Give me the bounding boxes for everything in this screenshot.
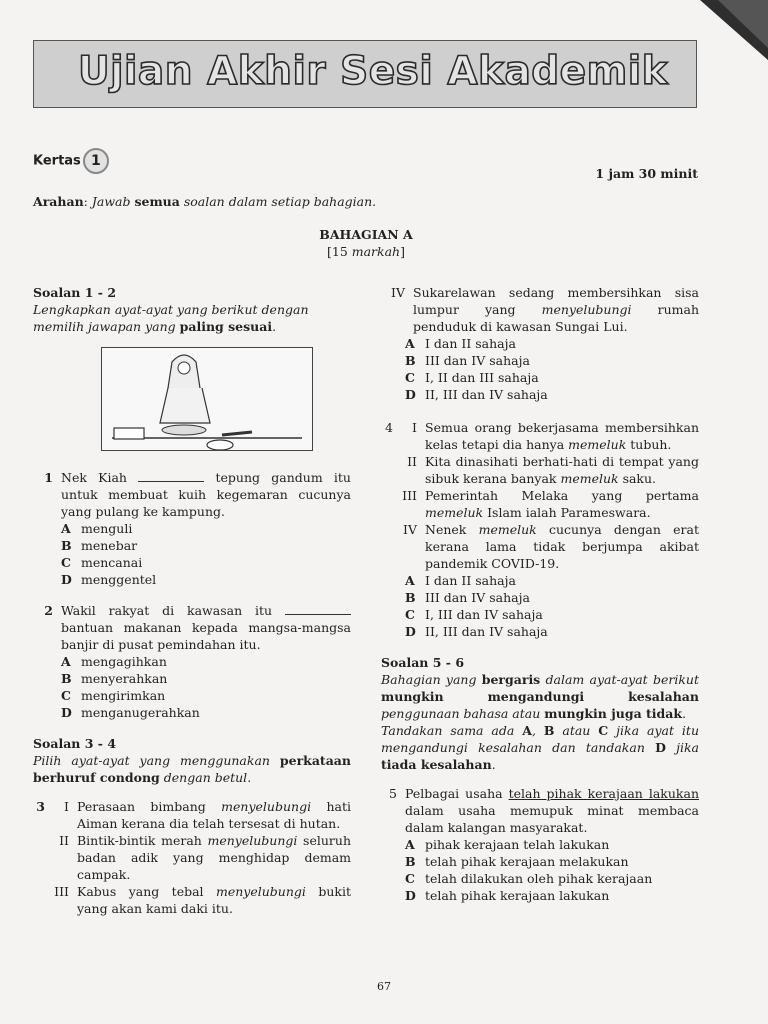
instr-bold: paling sesuai: [179, 319, 273, 334]
statement: [393, 487, 699, 521]
option-letter: B: [405, 854, 416, 869]
option-text: telah pihak kerajaan melakukan: [425, 854, 629, 869]
option[interactable]: [61, 520, 351, 537]
question-number: 1: [44, 470, 53, 485]
question-text-end: dalam usaha memupuk minat membaca dalam kalangan masyarakat.: [405, 803, 699, 835]
instructions-bold: semua: [134, 194, 180, 209]
statement: [45, 883, 351, 917]
answer-blank: [138, 469, 204, 482]
option-text: menganugerahkan: [81, 705, 200, 720]
option-letter: D: [405, 888, 416, 903]
questions-3-4-instructions: [33, 752, 351, 786]
question-number: 5: [389, 786, 397, 801]
statement: [45, 832, 351, 883]
option-letter: B: [61, 671, 72, 686]
statement-text-end: bukit yang akan kami daki itu.: [77, 884, 351, 916]
option-text: I dan II sahaja: [425, 336, 516, 351]
statement: [393, 419, 699, 453]
instr-bold: mungkin mengandungi kesalahan: [381, 689, 699, 704]
option[interactable]: [405, 352, 699, 369]
statement-text-end: rumah penduduk di kawasan Sungai Lui.: [413, 302, 699, 334]
instr-italic: jika ayat itu mengandungi kesalahan dan tandakan: [381, 723, 699, 755]
instr-end: .: [682, 706, 687, 721]
instr-bold: perkataan berhuruf condong: [33, 753, 351, 785]
statement-keyword: memeluk: [425, 505, 484, 520]
option[interactable]: [61, 653, 351, 670]
questions-5-6-instructions: [381, 671, 699, 722]
option-text: menggentel: [81, 572, 157, 587]
statement-keyword: memeluk: [560, 471, 619, 486]
option-letter: A: [61, 654, 71, 669]
option-letter: D: [405, 624, 416, 639]
section-heading: [296, 226, 436, 260]
option[interactable]: [405, 606, 699, 623]
statement: [393, 521, 699, 572]
question-1: [33, 469, 351, 588]
instr-bold: D: [655, 740, 666, 755]
option-text: I dan II sahaja: [425, 573, 516, 588]
instr-end: .: [247, 770, 252, 785]
option-letter: B: [61, 538, 72, 553]
instr-end: .: [272, 319, 277, 334]
option[interactable]: [61, 554, 351, 571]
option-text: menyerahkan: [81, 671, 168, 686]
instr-italic: Pilih ayat-ayat yang menggunakan: [33, 753, 280, 768]
statement-keyword: memeluk: [478, 522, 537, 537]
instr-italic: penggunaan bahasa atau: [381, 706, 545, 721]
page-title: Ujian Akhir Sesi Akademik: [78, 49, 669, 94]
illustration-woman-kneading-dough: [101, 347, 313, 451]
option[interactable]: [405, 572, 699, 589]
marks-pre: [15: [326, 244, 352, 259]
duration: 1 jam 30 minit: [595, 166, 698, 181]
option-letter: C: [61, 555, 71, 570]
option-letter: A: [405, 573, 415, 588]
paper-number-badge: 1: [83, 148, 109, 174]
statement-numeral: IV: [391, 285, 405, 300]
option-letter: D: [61, 705, 72, 720]
question-5: [381, 785, 699, 904]
statement-text: Bintik-bintik merah: [77, 833, 208, 848]
statement-numeral: III: [54, 884, 69, 899]
statement-numeral: III: [402, 488, 417, 503]
question-4: [381, 419, 699, 640]
section-marks: [296, 243, 436, 260]
statement-numeral: II: [407, 454, 417, 469]
option-letter: A: [61, 521, 71, 536]
option-text: mencanai: [81, 555, 143, 570]
question-text: Pelbagai usaha: [405, 786, 509, 801]
option[interactable]: [405, 853, 699, 870]
questions-1-2-title: Soalan 1 - 2: [33, 285, 117, 300]
option-letter: B: [405, 353, 416, 368]
title-banner: [33, 40, 697, 108]
statement-text-end: seluruh badan adik yang menghidap demam campak.: [77, 833, 351, 882]
option[interactable]: [405, 369, 699, 386]
option-text: II, III dan IV sahaja: [425, 624, 548, 639]
instr-bold: tiada kesalahan: [381, 757, 492, 772]
option-letter: C: [405, 871, 415, 886]
instr-italic: ,: [531, 723, 544, 738]
option-text: telah pihak kerajaan lakukan: [425, 888, 610, 903]
instr-italic: Lengkapkan ayat-ayat yang berikut dengan memilih jawapan yang: [33, 302, 309, 334]
statement: [381, 284, 699, 335]
option[interactable]: [405, 870, 699, 887]
statement: [45, 798, 351, 832]
statement-text: Nenek: [425, 522, 479, 537]
left-column: [33, 284, 351, 917]
option-text: mengagihkan: [81, 654, 167, 669]
instr-bold: mungkin juga tidak: [544, 706, 683, 721]
option-text: III dan IV sahaja: [425, 353, 530, 368]
statement-numeral: II: [59, 833, 69, 848]
option-text: II, III dan IV sahaja: [425, 387, 548, 402]
questions-3-4-title: Soalan 3 - 4: [33, 736, 117, 751]
option-text: III dan IV sahaja: [425, 590, 530, 605]
question-text: Wakil rakyat di kawasan itu: [61, 603, 273, 618]
questions-5-6-instructions-2: [381, 722, 699, 773]
questions-5-6-title: Soalan 5 - 6: [381, 655, 465, 670]
option-text: pihak kerajaan telah lakukan: [425, 837, 610, 852]
option[interactable]: [405, 386, 699, 403]
question-4-options: [393, 572, 699, 640]
instr-bold: bergaris: [481, 672, 541, 687]
statement-numeral: I: [412, 420, 417, 435]
option-letter: C: [61, 688, 71, 703]
option[interactable]: [61, 571, 351, 588]
instr-bold: B: [543, 723, 555, 738]
instr-bold: C: [598, 723, 609, 738]
question-2: [33, 602, 351, 721]
statement: [393, 453, 699, 487]
questions-1-2-instructions: [33, 301, 351, 335]
statement-numeral: IV: [403, 522, 417, 537]
statement-text: Sukarelawan sedang membersihkan sisa lumpur yang: [413, 285, 699, 317]
option[interactable]: [405, 589, 699, 606]
answer-blank: [285, 602, 351, 615]
question-3-options: [381, 335, 699, 403]
option[interactable]: [405, 836, 699, 853]
statement-keyword: menyelubungi: [207, 833, 298, 848]
option-letter: D: [61, 572, 72, 587]
question-text-end: tepung gandum itu untuk membuat kuih kegemaran cucunya yang pulang ke kampung.: [61, 470, 351, 519]
option-text: I, III dan IV sahaja: [425, 607, 543, 622]
option[interactable]: [61, 704, 351, 721]
option[interactable]: [61, 537, 351, 554]
instructions: Arahan: Jawab semua soalan dalam setiap bahagian.: [33, 194, 377, 209]
question-3: [33, 798, 351, 917]
option[interactable]: [405, 887, 699, 904]
instr-italic: atau: [554, 723, 599, 738]
section-title: BAHAGIAN A: [319, 227, 413, 242]
instr-italic: Tandakan sama ada: [381, 723, 523, 738]
statement-keyword: memeluk: [568, 437, 627, 452]
underlined-phrase: telah pihak kerajaan lakukan: [508, 786, 699, 801]
paper-label: [33, 148, 109, 174]
instr-bold: A: [522, 723, 532, 738]
question-text: Nek Kiah: [61, 470, 127, 485]
page-number: 67: [377, 980, 391, 993]
question-number: 4: [385, 420, 393, 435]
instr-italic-2: dengan betul: [159, 770, 248, 785]
instr-italic: Bahagian yang: [381, 672, 482, 687]
statement-text-end: hati Aiman kerana dia telah tersesat di hutan.: [77, 799, 351, 831]
statement-keyword: menyelubungi: [541, 302, 632, 317]
question-number: 2: [44, 603, 53, 618]
statement-numeral: I: [64, 799, 69, 814]
marks-italic: markah: [351, 244, 401, 259]
statement-text-end: saku.: [618, 471, 657, 486]
paper-label-text: Kertas: [33, 153, 81, 169]
instr-italic: jika: [665, 740, 699, 755]
statement-text: Semua orang bekerjasama membersihkan kelas tetapi dia hanya: [425, 420, 699, 452]
option-text: I, II dan III sahaja: [425, 370, 539, 385]
instructions-text-end: soalan dalam setiap bahagian.: [179, 194, 377, 209]
marks-post: ]: [400, 244, 405, 259]
statement-text-end: tubuh.: [626, 437, 672, 452]
option-letter: C: [405, 370, 415, 385]
instr-italic: dalam ayat-ayat berikut: [540, 672, 699, 687]
statement-keyword: menyelubungi: [216, 884, 306, 899]
instructions-label: Arahan: [33, 194, 84, 209]
statement-keyword: menyelubungi: [221, 799, 312, 814]
option-letter: C: [405, 607, 415, 622]
statement-text: Perasaan bimbang: [77, 799, 222, 814]
option-letter: A: [405, 336, 415, 351]
instructions-text: Jawab: [91, 194, 135, 209]
option-letter: D: [405, 387, 416, 402]
option-text: mengirimkan: [81, 688, 166, 703]
question-number: 3: [36, 799, 45, 814]
option[interactable]: [405, 623, 699, 640]
instr-end: .: [491, 757, 496, 772]
statement-text: Pemerintah Melaka yang pertama: [425, 488, 699, 503]
option[interactable]: [61, 687, 351, 704]
right-column: [381, 284, 699, 904]
question-text-end: bantuan makanan kepada mangsa-mangsa banjir di pusat pemindahan itu.: [61, 620, 351, 652]
statement-text-end: Islam ialah Parameswara.: [483, 505, 651, 520]
statement-text: Kabus yang tebal: [77, 884, 216, 899]
statement-text: Kita dinasihati berhati-hati di tempat yang sibuk kerana banyak: [425, 454, 699, 486]
option-text: menguli: [81, 521, 133, 536]
option-letter: B: [405, 590, 416, 605]
option-letter: A: [405, 837, 415, 852]
option-text: menebar: [81, 538, 138, 553]
statement-text-end: cucunya dengan erat kerana lama tidak berjumpa akibat pandemik COVID-19.: [425, 522, 699, 571]
option[interactable]: [61, 670, 351, 687]
option[interactable]: [405, 335, 699, 352]
option-text: telah dilakukan oleh pihak kerajaan: [425, 871, 653, 886]
